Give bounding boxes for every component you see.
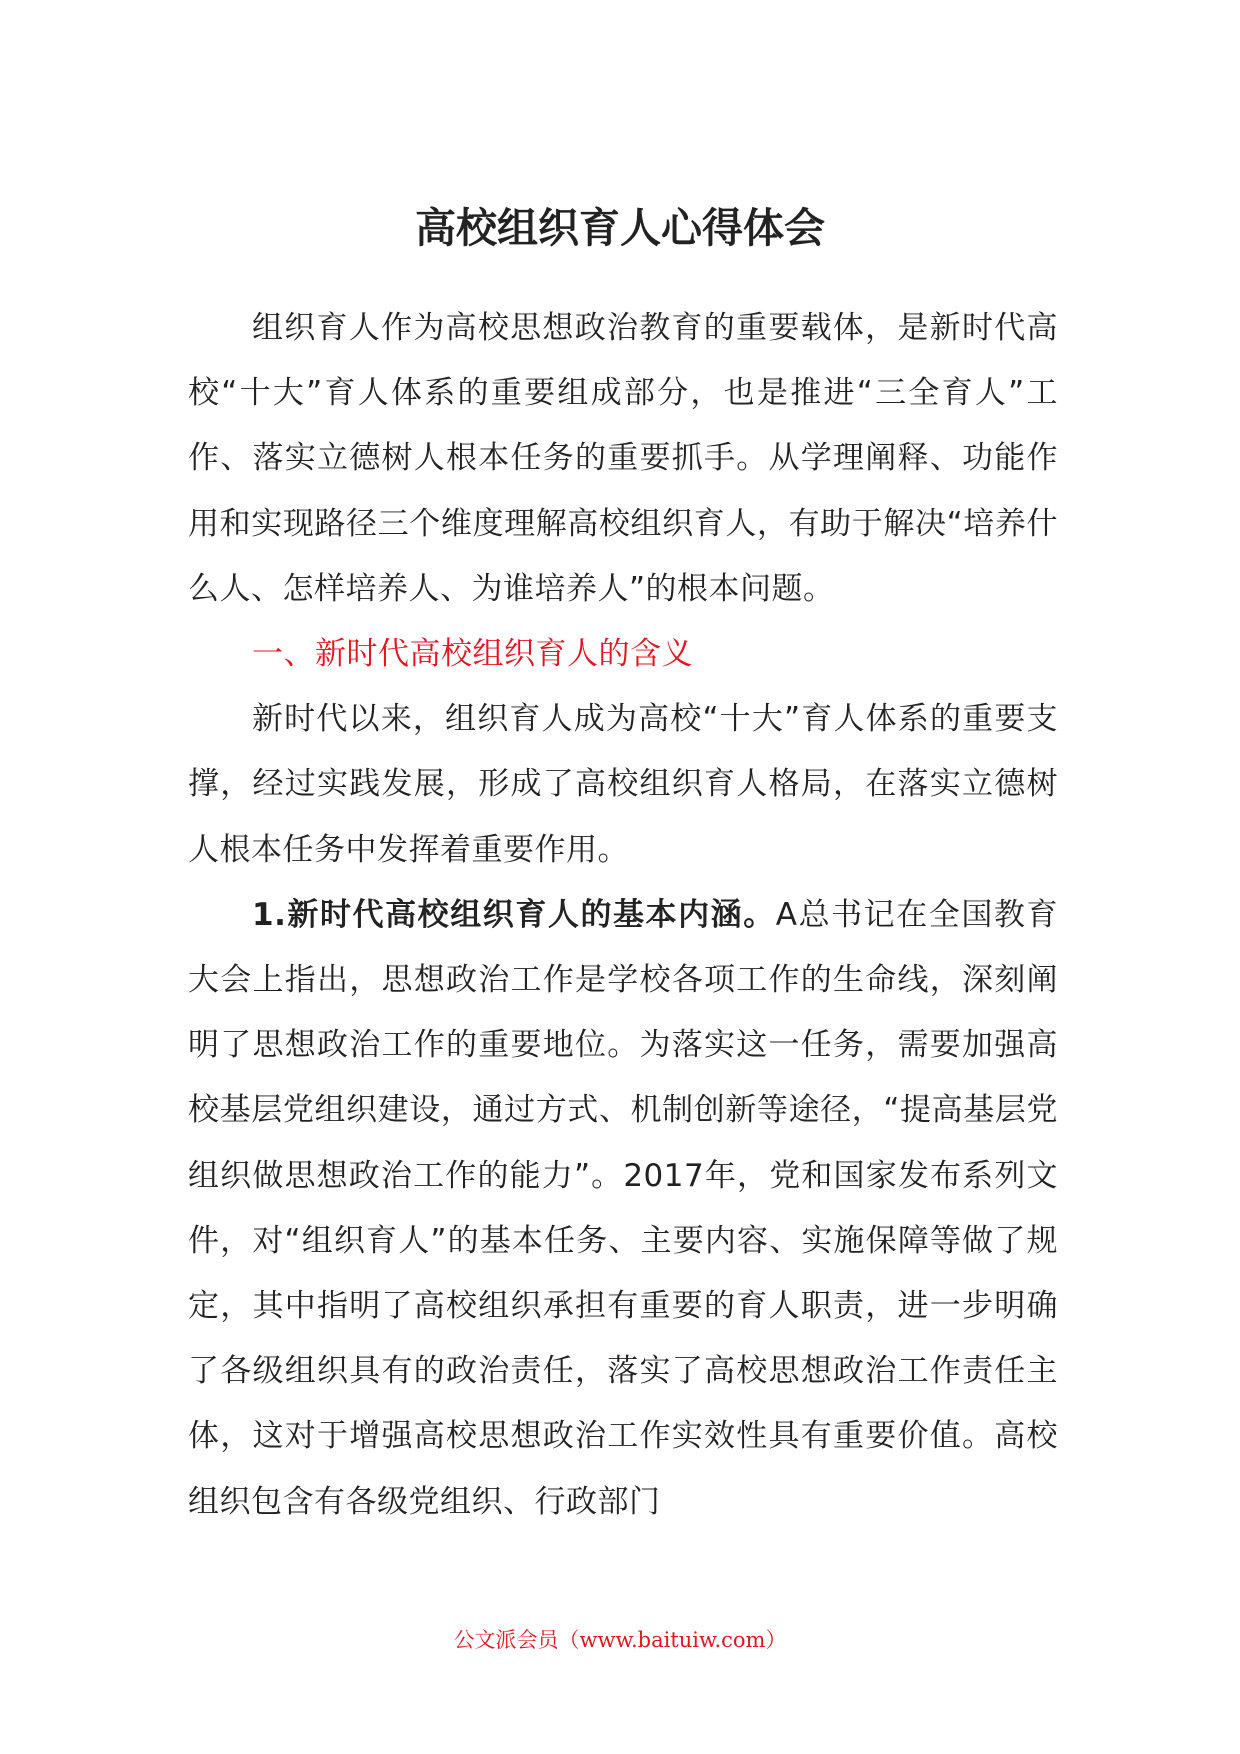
document-body	[188, 296, 1058, 1535]
section-paragraph: 新时代以来，组织育人成为高校“十大”育人体系的重要支撑，经过实践发展，形成了高校组织育人格局，在落实立德树人根本任务中发挥着重要作用。	[188, 701, 1058, 868]
document-title: 高校组织育人心得体会	[415, 204, 825, 252]
subsection-text: A总书记在全国教育大会上指出，思想政治工作是学校各项工作的生命线，深刻阐明了思想政治工作的重要地位。为落实这一任务，需要加强高校基层党组织建设，通过方式、机制创新等途径，“提高基层党组织做思想政治工作的能力”。2017年，党和国家发布系列文件，对“组织育人”的基本任务、主要内容、实施保障等做了规定，其中指明了高校组织承担有重要的育人职责，进一步明确了各级组织具有的政治责任，落实了高校思想政治工作责任主体，这对于增强高校思想政治工作实效性具有重要价值。高校组织包含有各级党组织、行政部门	[188, 896, 1058, 1520]
section-heading: 一、新时代高校组织育人的含义	[252, 636, 693, 673]
subsection-paragraph	[188, 883, 1058, 1535]
subsection-lead: 1.新时代高校组织育人的基本内涵。	[252, 896, 776, 933]
intro-paragraph: 组织育人作为高校思想政治教育的重要载体，是新时代高校“十大”育人体系的重要组成部分，也是推进“三全育人”工作、落实立德树人根本任务的重要抓手。从学理阐释、功能作用和实现路径三个维度理解高校组织育人，有助于解决“培养什么人、怎样培养人、为谁培养人”的根本问题。	[188, 310, 1058, 607]
footer-watermark: 公文派会员（www.baituiw.com）	[453, 1628, 787, 1652]
